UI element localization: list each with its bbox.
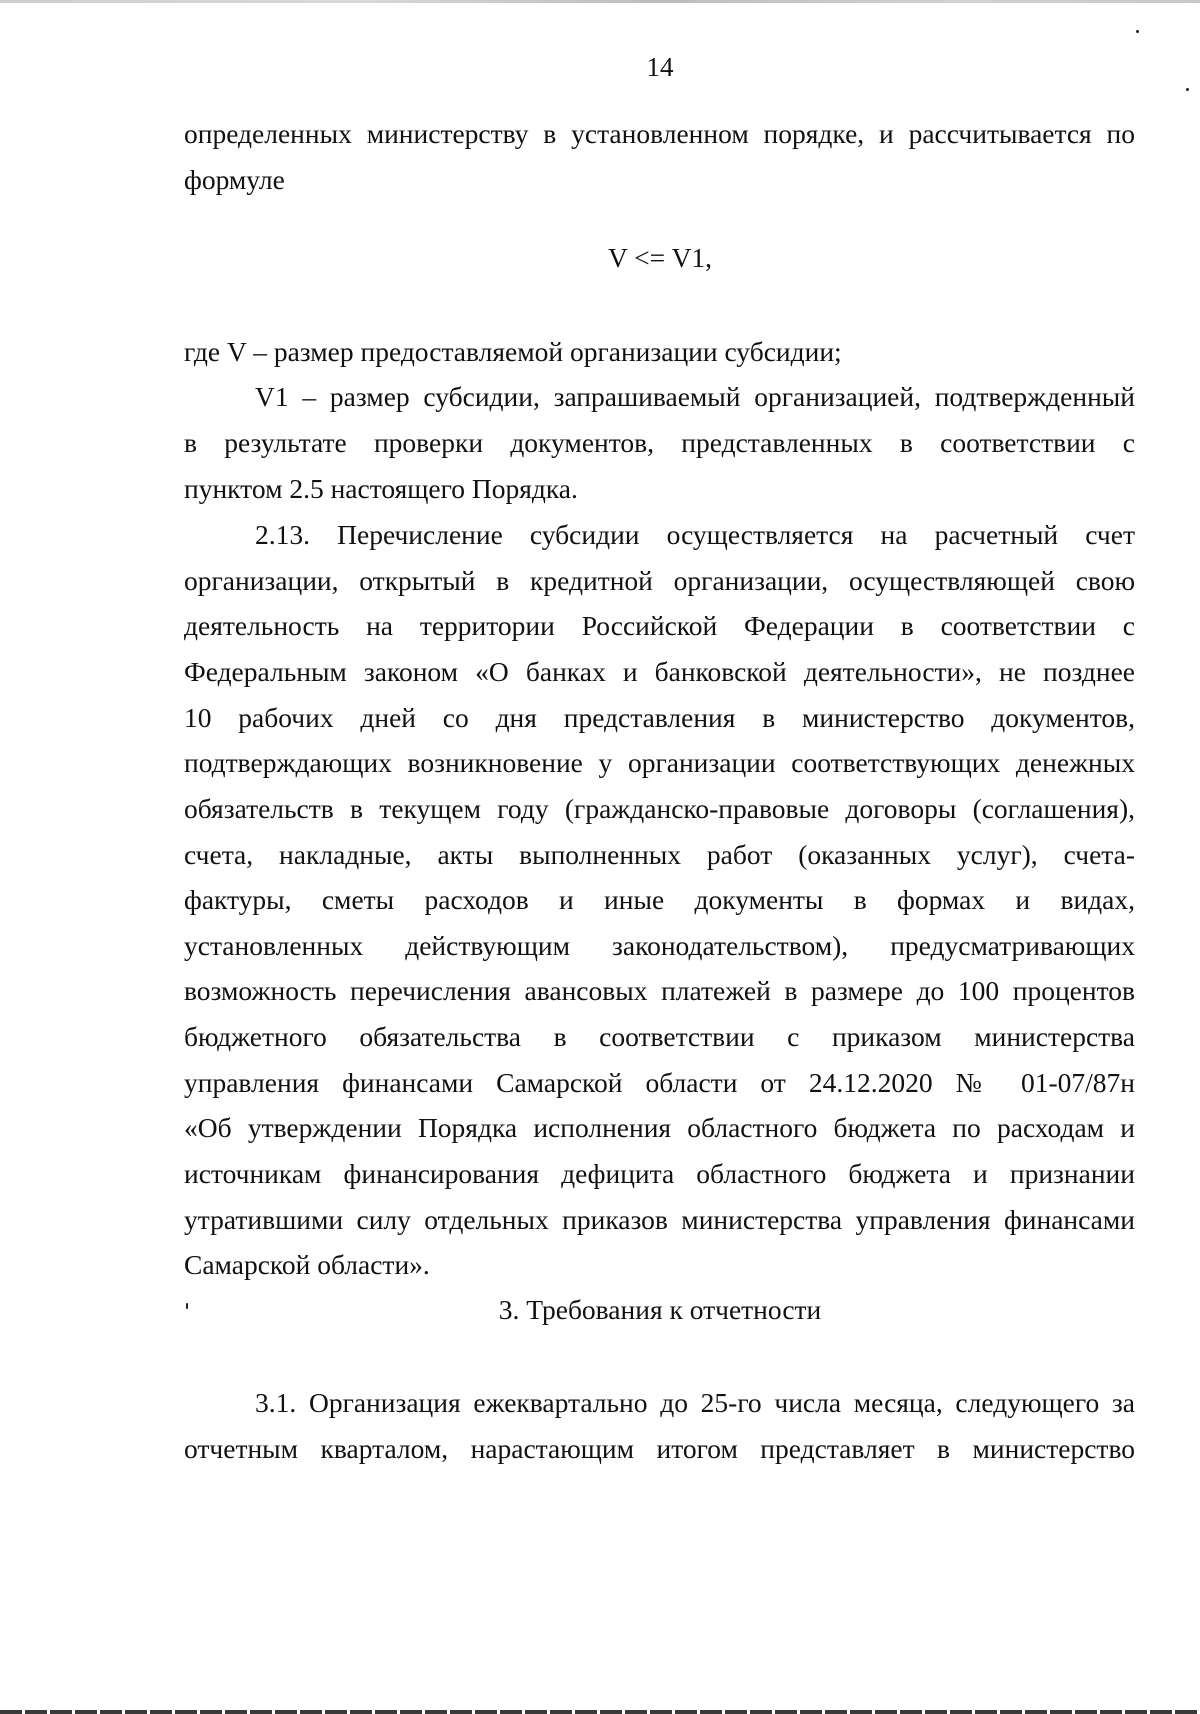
paragraph-2-13-line: обязательств в текущем году (гражданско-правовые договоры (соглашения), — [184, 793, 1135, 824]
scan-top-edge — [0, 0, 1200, 3]
paragraph-2-13-line: 2.13. Перечисление субсидии осуществляется на расчетный счет — [255, 519, 1135, 550]
paragraph-2-13-line: подтверждающих возникновение у организации соответствующих денежных — [184, 747, 1135, 778]
paragraph-2-13-line: источникам финансирования дефицита областного бюджета и признании — [184, 1158, 1135, 1189]
definition-v1-line: пунктом 2.5 настоящего Порядка. — [184, 473, 578, 504]
page-number: 14 — [646, 52, 674, 82]
definition-v: где V – размер предоставляемой организации субсидии; — [184, 336, 842, 367]
paragraph-2-13-line: утратившими силу отдельных приказов министерства управления финансами — [184, 1204, 1135, 1235]
paragraph-2-13-line: Самарской области». — [184, 1249, 430, 1280]
paragraph-2-13-line: счета, накладные, акты выполненных работ (оказанных услуг), счета- — [184, 839, 1135, 870]
formula: V <= V1, — [607, 242, 713, 273]
paragraph-2-13-line: управления финансами Самарской области от 24.12.2020 № 01-07/87н — [184, 1067, 1135, 1098]
paragraph-2-13-line: организации, открытый в кредитной организации, осуществляющей свою — [184, 565, 1135, 596]
text-line: формуле — [184, 164, 285, 195]
definition-v1-line: V1 – размер субсидии, запрашиваемый организацией, подтвержденный — [255, 381, 1135, 412]
paragraph-2-13-line: фактуры, сметы расходов и иные документы в формах и видах, — [184, 884, 1135, 915]
scan-bottom-edge — [0, 1710, 1200, 1714]
paragraph-2-13-line: Федеральным законом «О банках и банковской деятельности», не позднее — [184, 656, 1135, 687]
section-heading: 3. Требования к отчетности — [498, 1294, 822, 1325]
paragraph-2-13-line: бюджетного обязательства в соответствии с приказом министерства — [184, 1021, 1135, 1052]
definition-v1-line: в результате проверки документов, представленных в соответствии с — [184, 427, 1135, 458]
scan-speck — [1136, 30, 1139, 33]
text-line: определенных министерству в установленном порядке, и рассчитывается по — [184, 118, 1135, 149]
paragraph-2-13-line: возможность перечисления авансовых платежей в размере до 100 процентов — [184, 975, 1135, 1006]
paragraph-2-13-line: установленных действующим законодательством), предусматривающих — [184, 930, 1135, 961]
paragraph-3-1-line: отчетным кварталом, нарастающим итогом представляет в министерство — [184, 1433, 1135, 1464]
paragraph-2-13-line: деятельность на территории Российской Федерации в соответствии с — [184, 610, 1135, 641]
paragraph-3-1-line: 3.1. Организация ежеквартально до 25-го числа месяца, следующего за — [255, 1387, 1135, 1418]
paragraph-2-13-line: 10 рабочих дней со дня представления в министерство документов, — [184, 702, 1135, 733]
paragraph-2-13-line: «Об утверждении Порядка исполнения областного бюджета по расходам и — [184, 1112, 1135, 1143]
scan-speck — [1186, 88, 1189, 91]
